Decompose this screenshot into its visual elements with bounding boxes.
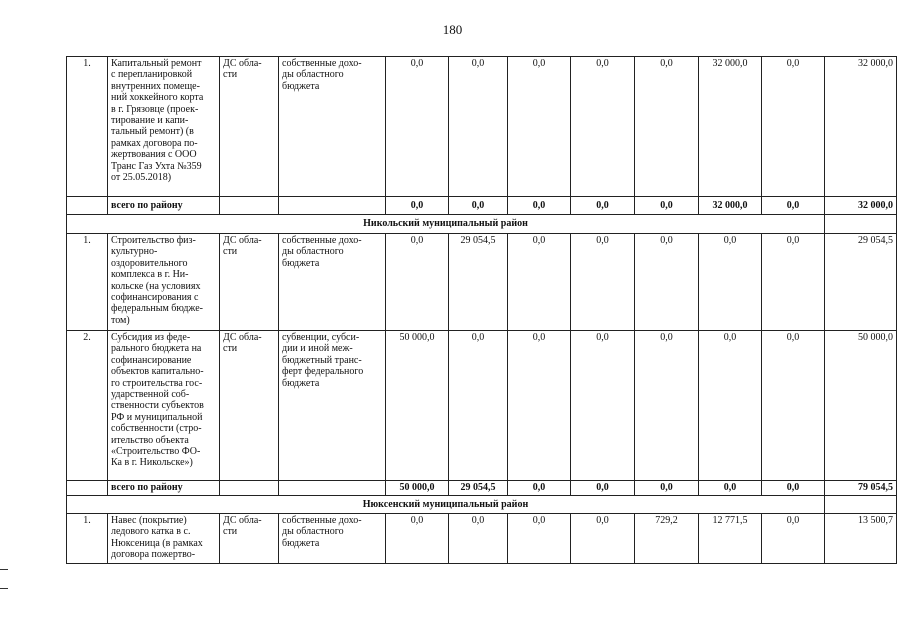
value-cell: 0,0 [386, 57, 449, 197]
value-cell: 0,0 [449, 197, 508, 215]
section-title: Никольский муниципальный район [67, 215, 825, 234]
value-cell: 0,0 [699, 331, 762, 481]
value-cell: 0,0 [571, 514, 635, 564]
value-cell: 0,0 [635, 234, 699, 331]
value-cell: 0,0 [449, 331, 508, 481]
value-cell: 0,0 [571, 57, 635, 197]
value-cell: 0,0 [508, 197, 571, 215]
value-cell: 0,0 [635, 57, 699, 197]
value-cell: 0,0 [762, 234, 825, 331]
value-cell: 50 000,0 [386, 481, 449, 496]
value-cell: 0,0 [449, 57, 508, 197]
district-total-row [67, 481, 897, 496]
row-index [67, 481, 108, 496]
value-cell: 0,0 [635, 331, 699, 481]
value-cell: 0,0 [386, 234, 449, 331]
funding-source: субвенции, субси- дии и иной меж- бюджетный транс- ферт федерального бюджета [279, 331, 386, 481]
value-cell: 0,0 [571, 197, 635, 215]
row-index: 1. [67, 514, 108, 564]
total-value-cell: 32 000,0 [825, 57, 897, 197]
value-cell: 0,0 [762, 197, 825, 215]
budget-table [66, 56, 897, 564]
value-cell: 0,0 [762, 331, 825, 481]
value-cell: 0,0 [508, 234, 571, 331]
value-cell: 0,0 [762, 514, 825, 564]
district-total-row [67, 197, 897, 215]
value-cell: 0,0 [508, 57, 571, 197]
value-cell: 0,0 [762, 481, 825, 496]
value-cell: 29 054,5 [449, 234, 508, 331]
value-cell: 0,0 [571, 234, 635, 331]
total-label: всего по району [108, 197, 220, 215]
row-index: 2. [67, 331, 108, 481]
value-cell: 0,0 [635, 197, 699, 215]
row-index: 1. [67, 234, 108, 331]
value-cell: 0,0 [508, 481, 571, 496]
value-cell: 729,2 [635, 514, 699, 564]
value-cell: 0,0 [699, 234, 762, 331]
value-cell: 50 000,0 [386, 331, 449, 481]
funding-source: собственные дохо- ды областного бюджета [279, 234, 386, 331]
section-header-row [67, 215, 897, 234]
recipient: ДС обла- сти [220, 514, 279, 564]
object-description: Строительство физ- культурно- оздоровительного комплекса в г. Ни- кольске (на условиях софинансирования с федеральным бюдже- том) [108, 234, 220, 331]
row-index: 1. [67, 57, 108, 197]
table-row [67, 234, 897, 331]
total-value-cell: 79 054,5 [825, 481, 897, 496]
recipient: ДС обла- сти [220, 57, 279, 197]
page-number: 180 [442, 22, 463, 37]
total-value-cell: 50 000,0 [825, 331, 897, 481]
value-cell: 32 000,0 [699, 57, 762, 197]
table-row [67, 331, 897, 481]
recipient: ДС обла- сти [220, 331, 279, 481]
value-cell: 0,0 [449, 514, 508, 564]
value-cell: 0,0 [571, 481, 635, 496]
object-description: Капитальный ремонт с перепланировкой внутренних помеще- ний хоккейного корта в г. Грязовце (проек- тирование и капи- тальный ремонт) (в рамках договора по- жертвования с ООО Транс Газ Ухта №359 от 25.05.2018) [108, 57, 220, 197]
section-title: Нюксенский муниципальный район [67, 496, 825, 514]
value-cell: 0,0 [386, 197, 449, 215]
value-cell: 0,0 [571, 331, 635, 481]
value-cell: 32 000,0 [699, 197, 762, 215]
total-value-cell: 29 054,5 [825, 234, 897, 331]
total-value-cell: 13 500,7 [825, 514, 897, 564]
total-label: всего по району [108, 481, 220, 496]
value-cell: 0,0 [699, 481, 762, 496]
row-index [67, 197, 108, 215]
funding-source: собственные дохо- ды областного бюджета [279, 57, 386, 197]
value-cell: 12 771,5 [699, 514, 762, 564]
margin-mark [0, 569, 8, 570]
value-cell: 0,0 [508, 514, 571, 564]
value-cell: 0,0 [762, 57, 825, 197]
value-cell: 0,0 [508, 331, 571, 481]
table-row [67, 57, 897, 197]
total-value-cell: 32 000,0 [825, 197, 897, 215]
value-cell: 29 054,5 [449, 481, 508, 496]
table-row [67, 514, 897, 564]
section-header-row [67, 496, 897, 514]
recipient: ДС обла- сти [220, 234, 279, 331]
value-cell: 0,0 [635, 481, 699, 496]
funding-source: собственные дохо- ды областного бюджета [279, 514, 386, 564]
margin-mark [0, 588, 8, 589]
object-description: Навес (покрытие) ледового катка в с. Нюксеница (в рамках договора пожертво- [108, 514, 220, 564]
object-description: Субсидия из феде- рального бюджета на софинансирование объектов капитально- го строительства гос- ударственной соб- ственности субъектов РФ и муниципальной собственности (стро- ительство объекта «Строительство ФО- Ка в г. Никольске») [108, 331, 220, 481]
value-cell: 0,0 [386, 514, 449, 564]
